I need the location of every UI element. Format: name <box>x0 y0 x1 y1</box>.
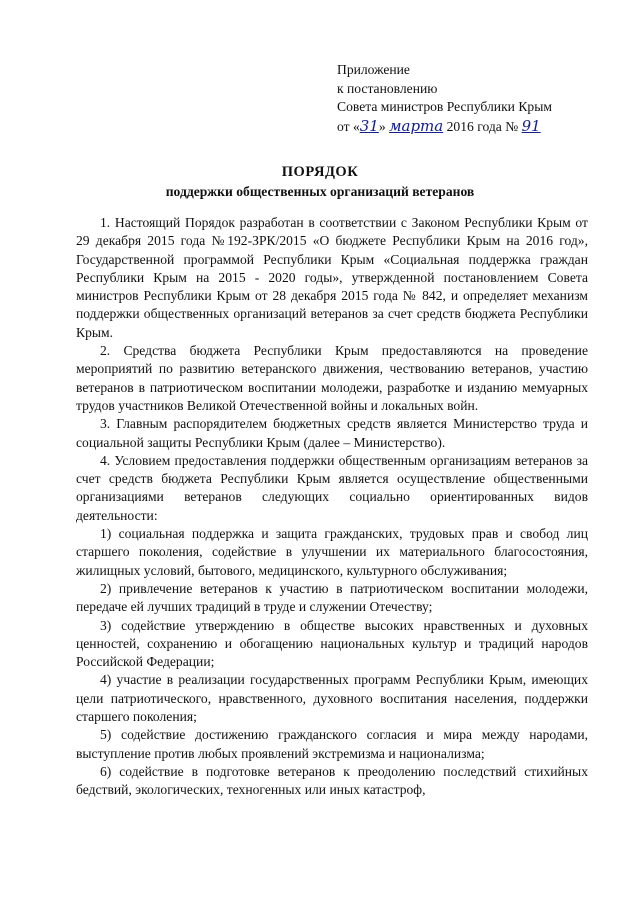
list-item: 2) привлечение ветеранов к участию в патриотическом воспитании молодежи, передаче ей лучших традиций в труде и служении Отечеству; <box>76 580 588 615</box>
appendix-block <box>337 61 597 136</box>
appendix-date-line <box>337 117 597 137</box>
date-prefix: от « <box>337 118 360 134</box>
document-title: ПОРЯДОК <box>281 164 359 180</box>
list-item: 3) содействие утверждению в обществе высоких нравственных и духовных ценностей, сохранению и обогащению национальных культур и традиций народов Российской Федерации; <box>76 617 588 670</box>
paragraph: 2. Средства бюджета Республики Крым предоставляются на проведение мероприятий по развитию ветеранского движения, чествованию ветеранов, участию ветеранов в патриотическом воспитании молодежи, разработке и изданию мемуарных трудов участников Великой Отечественной войны и локальных войн. <box>76 343 588 413</box>
appendix-line-3: Совета министров Республики Крым <box>337 99 552 114</box>
paragraph: 4. Условием предоставления поддержки общественным организациям ветеранов за счет средств бюджета Республики Крым является осуществление общественными организациями ветеранов следующих социально ориентированных видов деятельности: <box>76 452 588 523</box>
paragraph: 1. Настоящий Порядок разработан в соответствии с Законом Республики Крым от 29 декабря 2015 года №192-ЗРК/2015 «О бюджете Республики Крым на 2016 год», Государственной программой Республики Крым «Социальная поддержка граждан Республики Крым на 2015 - 2020 годы», утвержденной постановлением Совета министров Республики Крым от 28 декабря 2015 года № 842, и определяет механизм поддержки общественных организаций ветеранов за счет средств бюджета Республики Крым. <box>76 215 588 340</box>
document-subtitle: поддержки общественных организаций ветеранов <box>165 184 475 199</box>
list-item: 5) содействие достижению гражданского согласия и мира между народами, выступление против любых проявлений экстремизма и национализма; <box>76 727 588 761</box>
handwritten-number: 91 <box>521 116 541 135</box>
appendix-line-1: Приложение <box>337 62 410 77</box>
document-body <box>76 214 588 800</box>
date-day-close: » <box>378 118 386 134</box>
paragraph: 3. Главным распорядителем бюджетных средств является Министерство труда и социальной защиты Республики Крым (далее – Министерство). <box>76 416 588 450</box>
appendix-line-2: к постановлению <box>337 80 438 96</box>
list-item: 6) содействие в подготовке ветеранов к преодолению последствий стихийных бедствий, экологических, техногенных или иных катастроф, <box>76 763 588 798</box>
list-item: 1) социальная поддержка и защита гражданских, трудовых прав и свобод лиц старшего поколения, содействие в улучшении их материального благосостояния, жилищных условий, бытового, медицинского, культурного обслуживания; <box>76 526 588 578</box>
handwritten-day: 31 <box>359 116 379 135</box>
handwritten-month: марта <box>389 116 444 135</box>
list-item: 4) участие в реализации государственных программ Республики Крым, имеющих цели патриотического, нравственного, духовного воспитания населения, поддержки старшего поколения; <box>76 672 588 725</box>
year-text: 2016 года № <box>446 118 519 134</box>
